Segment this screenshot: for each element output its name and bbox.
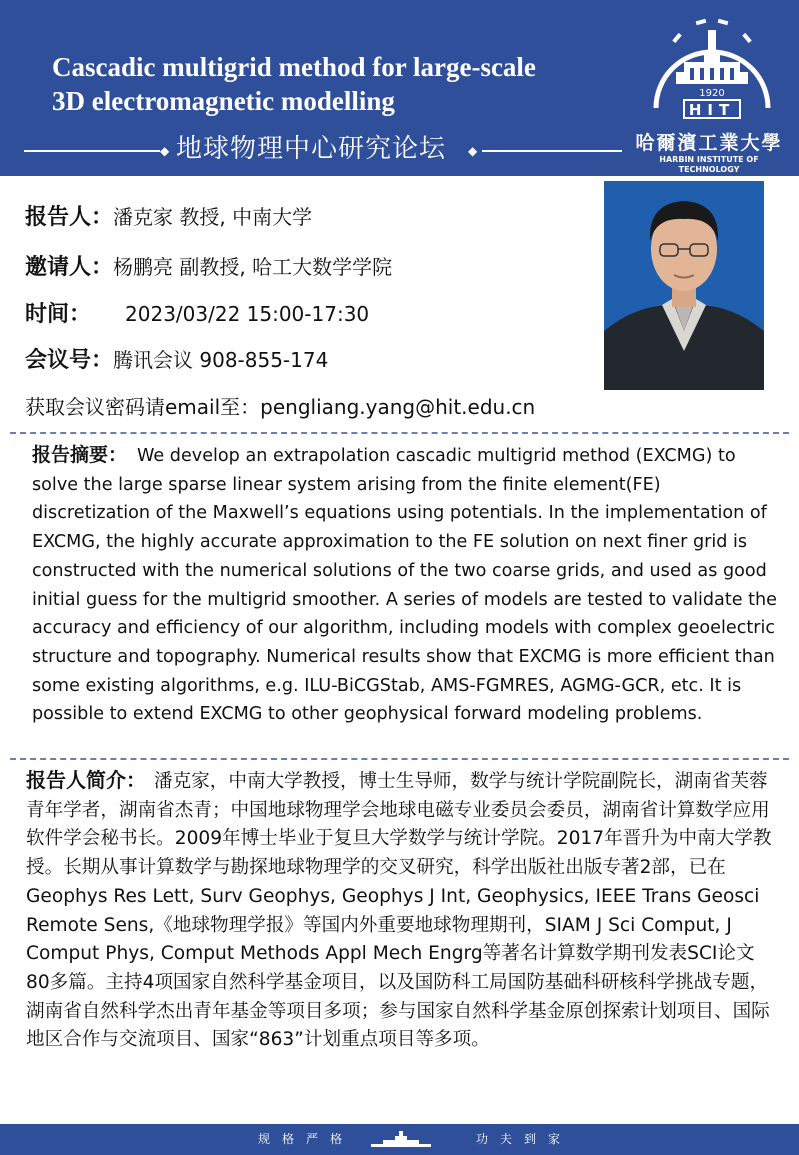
section-divider (10, 758, 789, 760)
forum-divider-right (482, 150, 622, 152)
hit-emblem-icon (650, 12, 774, 122)
forum-arrow-right-icon: ◆ (468, 144, 478, 158)
forum-divider-left (24, 150, 160, 152)
forum-arrow-left-icon: ◆ (160, 144, 170, 158)
meeting-value: 腾讯会议 908-855-174 (113, 348, 329, 372)
time-label: 时间： (25, 302, 92, 327)
meeting-label: 会议号： (25, 348, 114, 373)
bio-text: 潘克家，中南大学教授，博士生导师，数学与统计学院副院长，湖南省芙蓉青年学者，湖南省杰青；中国地球物理学会地球电磁专业委员会委员，湖南省计算数学应用软件学会秘书长。2009年博士毕业于复旦大学数学与统计学院。2017年晋升为中南大学教授。长期从事计算数学与勘探地球物理学的交叉研究，科学出版社出版专著2部，已在Geophys Res Lett, Surv Geophys, Geophys J Int, Geophysics, IEEE Trans Geosci Remote Sens,《地球物理学报》等国内外重要地球物理期刊，SIAM J Sci Comput, J Comput Phys, Comput Methods Appl Mech Engrg等著名计算数学期刊发表SCI论文80多篇。主持4项国家自然科学基金项目，以及国防科工局国防基础科研核科学挑战专题，湖南省自然科学杰出青年基金等项目多项；参与国家自然科学基金原创探索计划项目、国际地区合作与交流项目、国家“863”计划重点项目等多项。 (26, 771, 772, 1051)
abstract-text: We develop an extrapolation cascadic multigrid method (EXCMG) to solve the large sparse linear system arising from the finite element(FE) discretization of the Maxwell’s equations using potentials. In the implementation of EXCMG, the highly accurate approximation to the FE solution on next finer grid is constructed with the numerical solutions of the two coarse grids, and used as good initial guess for the multigrid smoother. A series of models are tested to validate the accuracy and efficiency of our algorithm, including models with complex geoelectric structure and topography. Numerical results show that EXCMG is more efficient than some existing algorithms, e.g. ILU-BiCGStab, AMS-FGMRES, AGMG-GCR, etc. It is possible to extend EXCMG to other geophysical forward modeling problems. (32, 446, 778, 725)
header-banner (0, 0, 799, 176)
section-divider (10, 432, 789, 434)
school-name-cn: 哈爾濱工業大學 (635, 132, 783, 154)
motto-left: 规格严格 (258, 1132, 355, 1146)
reporter-row (25, 202, 312, 233)
meeting-row (25, 345, 328, 376)
emblem-year: 1920 (699, 88, 725, 99)
bio-label: 报告人简介： (26, 768, 146, 792)
school-name-en: HARBIN INSTITUTE OF TECHNOLOGY (659, 155, 759, 174)
email-line: 获取会议密码请email至：pengliang.yang@hit.edu.cn (25, 395, 536, 419)
footer-banner (0, 1124, 799, 1155)
inviter-row (25, 252, 392, 283)
building-icon (369, 1130, 433, 1148)
bio-section (26, 766, 778, 1055)
time-row (25, 299, 369, 330)
abstract-section (32, 441, 784, 729)
motto-right: 功夫到家 (476, 1132, 573, 1146)
time-value: 2023/03/22 15:00-17:30 (125, 302, 370, 326)
inviter-value: 杨鹏亮 副教授, 哈工大数学学院 (113, 255, 393, 279)
forum-name: 地球物理中心研究论坛 (176, 134, 447, 164)
talk-title: Cascadic multigrid method for large-scale 3D electromagnetic modelling (52, 52, 536, 116)
speaker-photo (604, 181, 764, 390)
abstract-label: 报告摘要： (32, 444, 128, 466)
emblem-letters: HIT (688, 101, 736, 119)
inviter-label: 邀请人： (25, 255, 114, 280)
reporter-value: 潘克家 教授, 中南大学 (113, 205, 313, 229)
reporter-label: 报告人： (25, 205, 114, 230)
